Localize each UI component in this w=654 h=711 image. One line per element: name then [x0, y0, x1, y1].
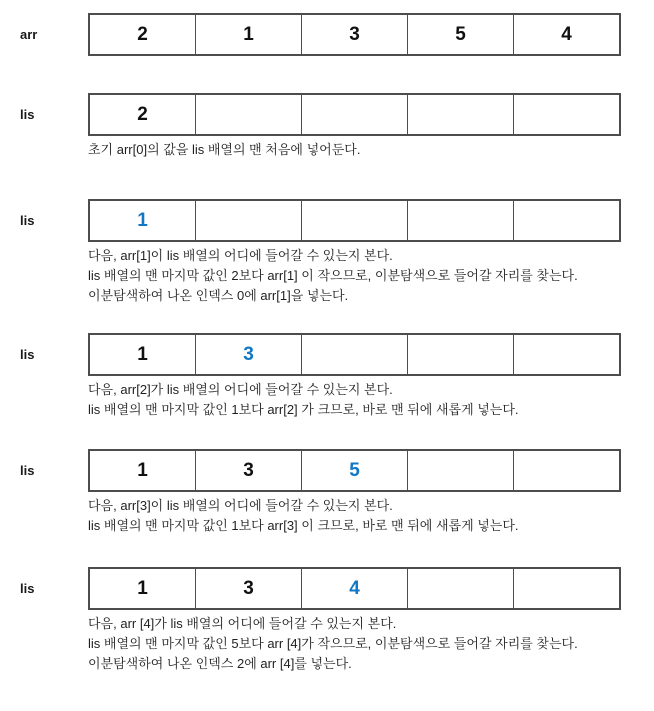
- array-cell: 1: [137, 577, 148, 599]
- array-cell: [513, 569, 619, 608]
- array-lis-step3: [88, 333, 621, 376]
- array-label-lis: lis: [20, 581, 35, 596]
- array-cell: 1: [137, 459, 148, 481]
- step-captions: [88, 246, 654, 306]
- array-cell: [407, 201, 513, 240]
- caption-line: lis 배열의 맨 마지막 값인 1보다 arr[3] 이 크므로, 바로 맨 뒤에 새롭게 넣는다.: [88, 518, 519, 533]
- array-cell: 3: [195, 451, 301, 490]
- array-lis-step2: [88, 199, 621, 242]
- step-captions: [88, 496, 654, 536]
- array-arr: [88, 13, 621, 56]
- array-cell-highlighted: 3: [195, 335, 301, 374]
- array-cell: 1: [195, 15, 301, 54]
- caption-line: lis 배열의 맨 마지막 값인 5보다 arr [4]가 작으므로, 이분탐색으로 들어갈 자리를 찾는다.: [88, 636, 578, 651]
- array-cell: 3: [301, 15, 407, 54]
- array-cell: [195, 95, 301, 134]
- array-lis-step1: [88, 93, 621, 136]
- section-lis-step3: [0, 333, 654, 420]
- array-cell: 2: [137, 23, 148, 45]
- array-cell: 5: [407, 15, 513, 54]
- array-cell: [407, 451, 513, 490]
- array-cell: [513, 95, 619, 134]
- array-cell: [407, 569, 513, 608]
- step-captions: [88, 380, 654, 420]
- caption-line: 다음, arr[3]이 lis 배열의 어디에 들어갈 수 있는지 본다.: [88, 498, 393, 513]
- section-arr: [0, 13, 654, 56]
- array-row: [0, 93, 654, 136]
- step-captions: [88, 140, 654, 160]
- caption-line: 이분탐색하여 나온 인덱스 2에 arr [4]를 넣는다.: [88, 656, 352, 671]
- caption-line: 다음, arr[1]이 lis 배열의 어디에 들어갈 수 있는지 본다.: [88, 248, 393, 263]
- array-label-lis: lis: [20, 463, 35, 478]
- section-lis-step4: [0, 449, 654, 536]
- array-cell: [195, 201, 301, 240]
- array-cell: [407, 335, 513, 374]
- array-cell: [513, 335, 619, 374]
- array-label-arr: arr: [20, 27, 38, 42]
- caption-line: 다음, arr[2]가 lis 배열의 어디에 들어갈 수 있는지 본다.: [88, 382, 393, 397]
- array-cell: 3: [195, 569, 301, 608]
- array-cell: [407, 95, 513, 134]
- array-label-lis: lis: [20, 347, 35, 362]
- array-lis-step5: [88, 567, 621, 610]
- array-cell: [301, 201, 407, 240]
- caption-line: 이분탐색하여 나온 인덱스 0에 arr[1]을 넣는다.: [88, 288, 349, 303]
- array-label-lis: lis: [20, 107, 35, 122]
- array-cell-highlighted: 4: [301, 569, 407, 608]
- caption-line: 초기 arr[0]의 값을 lis 배열의 맨 처음에 넣어둔다.: [88, 142, 361, 157]
- array-row: [0, 449, 654, 492]
- array-cell: [301, 95, 407, 134]
- array-cell: [513, 451, 619, 490]
- array-row: [0, 567, 654, 610]
- section-lis-step5: [0, 567, 654, 674]
- section-lis-step2: [0, 199, 654, 306]
- step-captions: [88, 614, 654, 674]
- array-cell-highlighted: 1: [137, 209, 148, 231]
- array-cell: 4: [513, 15, 619, 54]
- caption-line: 다음, arr [4]가 lis 배열의 어디에 들어갈 수 있는지 본다.: [88, 616, 397, 631]
- caption-line: lis 배열의 맨 마지막 값인 1보다 arr[2] 가 크므로, 바로 맨 뒤에 새롭게 넣는다.: [88, 402, 519, 417]
- array-row: [0, 333, 654, 376]
- array-row: [0, 13, 654, 56]
- array-lis-step4: [88, 449, 621, 492]
- array-label-lis: lis: [20, 213, 35, 228]
- caption-line: lis 배열의 맨 마지막 값인 2보다 arr[1] 이 작으므로, 이분탐색으로 들어갈 자리를 찾는다.: [88, 268, 578, 283]
- array-cell: [513, 201, 619, 240]
- array-row: [0, 199, 654, 242]
- array-cell: 1: [137, 343, 148, 365]
- array-cell-highlighted: 5: [301, 451, 407, 490]
- section-lis-step1: [0, 93, 654, 160]
- array-cell: [301, 335, 407, 374]
- array-cell: 2: [137, 103, 148, 125]
